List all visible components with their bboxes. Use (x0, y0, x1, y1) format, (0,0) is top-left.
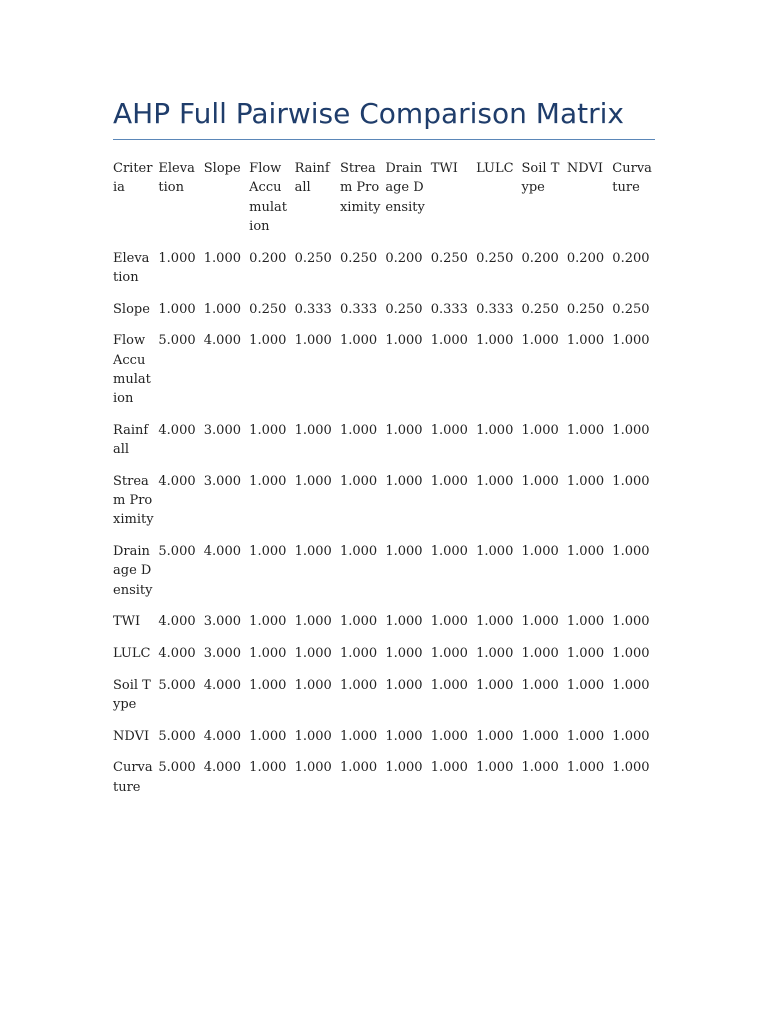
table-cell: 1.000 (430, 473, 468, 489)
column-header: Elevation (158, 161, 195, 196)
table-cell: 1.000 (339, 422, 378, 438)
table-cell: 1.000 (249, 473, 287, 489)
table-cell: 1.000 (566, 473, 605, 489)
column-header: Slope (203, 161, 241, 176)
table-cell: 1.000 (521, 760, 559, 776)
table-cell: 1.000 (294, 677, 332, 693)
row-criterion-label: Elevation (113, 250, 150, 285)
table-cell: 1.000 (612, 333, 650, 349)
table-cell: 5.000 (158, 728, 196, 744)
table-row (113, 300, 658, 332)
table-row (113, 542, 658, 612)
table-cell: 1.000 (566, 544, 605, 560)
table-cell: 1.000 (385, 646, 423, 662)
title-underline-rule (113, 139, 655, 140)
column-header: LULC (476, 161, 514, 176)
column-header: Rainfall (294, 161, 330, 196)
table-cell: 1.000 (521, 677, 559, 693)
table-cell: 1.000 (249, 614, 287, 630)
table-cell: 1.000 (612, 473, 650, 489)
table-cell: 5.000 (158, 677, 196, 693)
table-cell: 5.000 (158, 760, 196, 776)
table-cell: 4.000 (203, 677, 241, 693)
table-cell: 1.000 (339, 333, 378, 349)
table-cell: 0.250 (476, 250, 514, 266)
table-cell: 1.000 (203, 250, 241, 266)
table-cell: 1.000 (249, 422, 287, 438)
table-cell: 1.000 (385, 760, 423, 776)
table-cell: 1.000 (476, 422, 514, 438)
table-cell: 1.000 (566, 422, 605, 438)
table-cell: 1.000 (385, 473, 423, 489)
table-cell: 1.000 (339, 760, 378, 776)
table-cell: 1.000 (249, 760, 287, 776)
table-cell: 0.333 (339, 301, 378, 317)
table-cell: 0.333 (476, 301, 514, 317)
table-cell: 1.000 (612, 614, 650, 630)
table-cell: 1.000 (294, 544, 332, 560)
table-cell: 4.000 (203, 333, 241, 349)
table-row (113, 472, 658, 542)
table-cell: 1.000 (521, 473, 559, 489)
table-cell: 0.250 (294, 250, 332, 266)
table-cell: 1.000 (249, 728, 287, 744)
table-cell: 0.250 (566, 301, 605, 317)
table-cell: 0.250 (249, 301, 287, 317)
table-cell: 1.000 (203, 301, 241, 317)
column-header: NDVI (566, 161, 603, 176)
table-cell: 1.000 (294, 614, 332, 630)
table-row (113, 249, 658, 300)
table-cell: 1.000 (385, 422, 423, 438)
table-row (113, 758, 658, 809)
table-header-row (113, 159, 658, 249)
table-cell: 1.000 (339, 544, 378, 560)
table-cell: 5.000 (158, 544, 196, 560)
table-cell: 1.000 (521, 728, 559, 744)
table-cell: 1.000 (612, 646, 650, 662)
table-cell: 1.000 (612, 422, 650, 438)
table-cell: 1.000 (521, 646, 559, 662)
table-cell: 1.000 (385, 614, 423, 630)
table-cell: 1.000 (476, 333, 514, 349)
column-header: TWI (430, 161, 458, 176)
row-criterion-label: TWI (113, 614, 141, 630)
column-header: Stream Proximity (339, 161, 381, 215)
table-cell: 1.000 (476, 677, 514, 693)
table-cell: 1.000 (294, 728, 332, 744)
table-cell: 1.000 (430, 677, 468, 693)
table-cell: 1.000 (339, 473, 378, 489)
table-cell: 1.000 (430, 544, 468, 560)
table-cell: 0.333 (430, 301, 468, 317)
table-cell: 1.000 (566, 677, 605, 693)
table-cell: 1.000 (294, 760, 332, 776)
row-criterion-label: LULC (113, 646, 151, 662)
table-cell: 0.250 (430, 250, 468, 266)
table-cell: 1.000 (566, 614, 605, 630)
table-cell: 4.000 (203, 728, 241, 744)
row-criterion-label: Slope (113, 301, 150, 317)
table-cell: 1.000 (612, 760, 650, 776)
table-cell: 1.000 (385, 544, 423, 560)
table-cell: 3.000 (203, 473, 241, 489)
table-cell: 1.000 (249, 333, 287, 349)
table-cell: 4.000 (158, 422, 196, 438)
row-criterion-label: Curvature (113, 760, 153, 795)
row-criterion-label: Soil Type (113, 677, 151, 713)
table-cell: 0.250 (339, 250, 378, 266)
table-row (113, 331, 658, 421)
pairwise-comparison-table (113, 159, 658, 809)
table-cell: 0.250 (612, 301, 650, 317)
table-cell: 1.000 (430, 646, 468, 662)
table-cell: 1.000 (476, 760, 514, 776)
table-row (113, 421, 658, 472)
column-header-criteria: Criteria (113, 161, 153, 196)
table-cell: 4.000 (158, 473, 196, 489)
column-header: Soil Type (521, 161, 560, 196)
row-criterion-label: Rainfall (113, 422, 149, 458)
table-cell: 1.000 (476, 646, 514, 662)
table-cell: 1.000 (612, 544, 650, 560)
table-cell: 1.000 (385, 728, 423, 744)
table-row (113, 612, 658, 644)
column-header: Flow Accumulation (249, 161, 288, 234)
table-cell: 5.000 (158, 333, 196, 349)
table-cell: 0.250 (521, 301, 559, 317)
table-cell: 1.000 (566, 760, 605, 776)
table-cell: 1.000 (566, 333, 605, 349)
table-cell: 4.000 (203, 544, 241, 560)
table-cell: 3.000 (203, 646, 241, 662)
table-cell: 0.250 (385, 301, 423, 317)
table-cell: 0.200 (566, 250, 605, 266)
table-cell: 4.000 (203, 760, 241, 776)
table-cell: 0.333 (294, 301, 332, 317)
row-criterion-label: NDVI (113, 728, 150, 744)
table-cell: 1.000 (612, 728, 650, 744)
row-criterion-label: Flow Accumulation (113, 333, 151, 407)
table-body (113, 249, 658, 810)
column-header: Drainage Density (385, 161, 425, 215)
table-row (113, 727, 658, 759)
table-cell: 1.000 (566, 728, 605, 744)
table-cell: 1.000 (521, 614, 559, 630)
table-cell: 1.000 (430, 728, 468, 744)
table-cell: 1.000 (521, 544, 559, 560)
table-cell: 1.000 (158, 301, 196, 317)
row-criterion-label: Drainage Density (113, 544, 153, 598)
table-cell: 3.000 (203, 422, 241, 438)
table-cell: 1.000 (339, 614, 378, 630)
row-criterion-label: Stream Proximity (113, 473, 154, 528)
table-cell: 1.000 (294, 646, 332, 662)
table-cell: 1.000 (385, 333, 423, 349)
table-cell: 0.200 (385, 250, 423, 266)
table-cell: 1.000 (476, 728, 514, 744)
table-cell: 4.000 (158, 614, 196, 630)
table-cell: 1.000 (249, 544, 287, 560)
column-header: Curvature (612, 161, 652, 196)
table-cell: 1.000 (476, 473, 514, 489)
table-cell: 1.000 (158, 250, 196, 266)
table-row (113, 676, 658, 727)
table-cell: 1.000 (521, 333, 559, 349)
table-cell: 0.200 (612, 250, 650, 266)
table-cell: 1.000 (249, 646, 287, 662)
table-cell: 1.000 (566, 646, 605, 662)
table-cell: 1.000 (430, 760, 468, 776)
table-cell: 1.000 (430, 614, 468, 630)
table-cell: 1.000 (385, 677, 423, 693)
table-cell: 1.000 (339, 677, 378, 693)
table-cell: 0.200 (521, 250, 559, 266)
table-cell: 1.000 (430, 333, 468, 349)
table-cell: 1.000 (612, 677, 650, 693)
table-cell: 1.000 (294, 333, 332, 349)
table-cell: 1.000 (294, 473, 332, 489)
table-cell: 1.000 (339, 728, 378, 744)
table-cell: 1.000 (430, 422, 468, 438)
table-cell: 4.000 (158, 646, 196, 662)
table-cell: 1.000 (249, 677, 287, 693)
table-cell: 1.000 (521, 422, 559, 438)
table-cell: 1.000 (339, 646, 378, 662)
table-cell: 3.000 (203, 614, 241, 630)
table-cell: 1.000 (294, 422, 332, 438)
table-cell: 0.200 (249, 250, 287, 266)
table-cell: 1.000 (476, 544, 514, 560)
table-cell: 1.000 (476, 614, 514, 630)
table-row (113, 644, 658, 676)
document-title: AHP Full Pairwise Comparison Matrix (113, 97, 624, 130)
